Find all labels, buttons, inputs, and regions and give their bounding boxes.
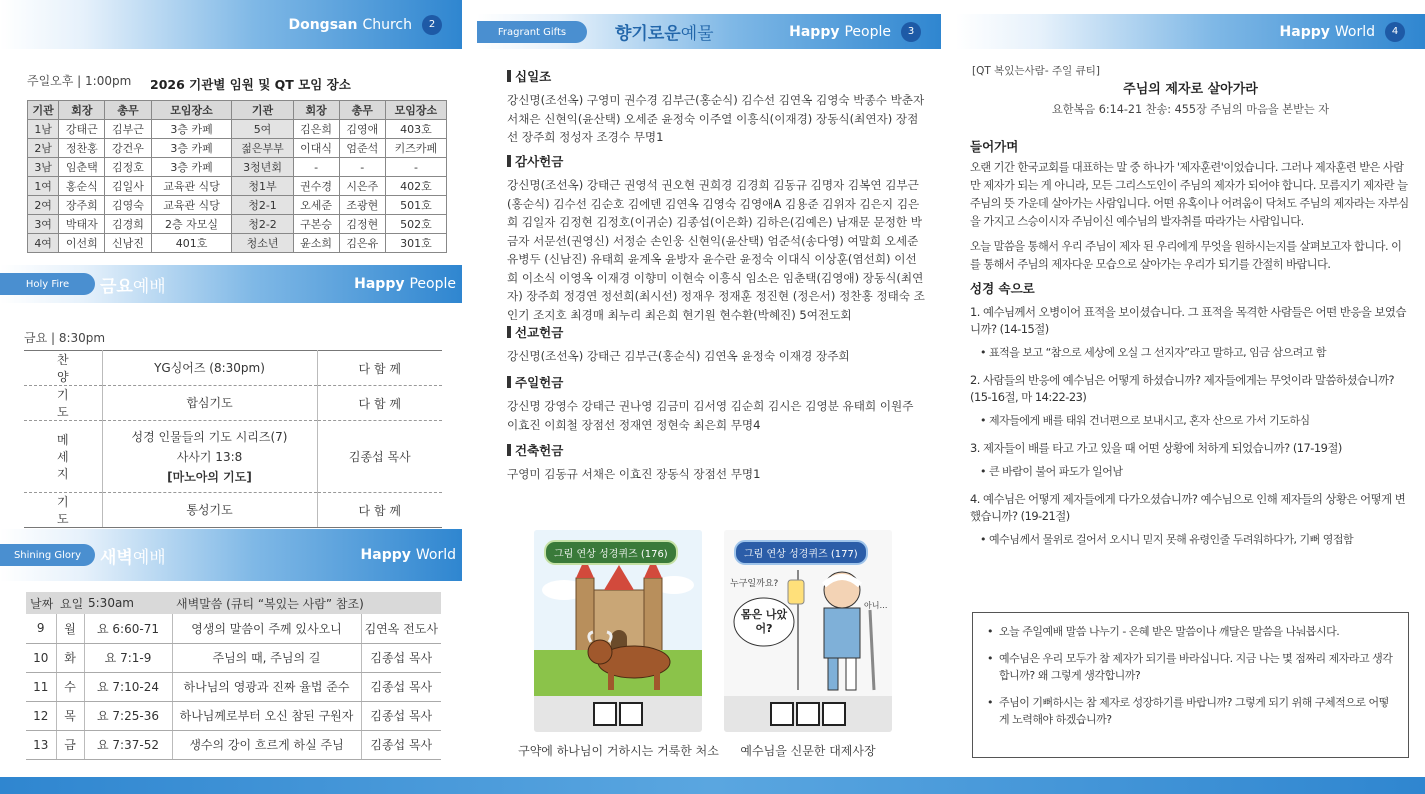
offering-title: 주일헌금 (507, 373, 927, 391)
table-cell: 김은유 (339, 234, 385, 253)
order-line: YG싱어즈 (8:30pm) (154, 361, 265, 375)
table-row (26, 730, 441, 759)
table-cell: 301호 (385, 234, 446, 253)
table-cell: 2남 (28, 139, 59, 158)
column-header: 모임장소 (385, 101, 446, 120)
table-cell: 3층 카페 (151, 120, 232, 139)
friday-title-bold: 금요 (100, 276, 133, 297)
quiz-badge: 그림 연상 성경퀴즈 (176) (544, 540, 678, 565)
share-question: • 예수님은 우리 모두가 참 제자가 되기를 바라십니다. 지금 나는 몇 점짜리 제자라고 생각합니까? 왜 그렇게 생각합니까? (987, 650, 1394, 684)
table-row (26, 672, 441, 701)
offering-title: 십일조 (507, 67, 927, 85)
table-cell: 홍순식 (59, 177, 105, 196)
table-cell: 김정호 (105, 158, 151, 177)
page-number: 4 (1385, 22, 1405, 42)
brand-suffix: Church (362, 16, 412, 33)
order-leader: 다 함 께 (317, 493, 442, 528)
offering-building (507, 441, 927, 484)
friday-time: 금요 | 8:30pm (24, 331, 106, 345)
table-cell: 강건우 (105, 139, 151, 158)
order-content (102, 493, 317, 528)
header-right-bold: Happy (1279, 23, 1330, 40)
dawn-pill: Shining Glory (0, 544, 95, 566)
officers-time: 주일오후 | 1:00pm (27, 74, 132, 88)
qt-reference: 요한복음 6:14-21 찬송: 455장 주님의 마음을 본받는 자 (1051, 103, 1330, 116)
intro-paragraph: 오랜 기간 한국교회를 대표하는 말 중 하나가 '제자훈련'이었습니다. 그러나 제자훈련 받은 사람만 제자가 되는 게 아니라, 모든 그리스도인이 주님의 제자가 되어야 합니다. 모름지기 제자란 늘 주님의 뜻 가운데 살아가는 사람입니다. 어떤 유혹이나 어려움이 닥쳐도 주님의 제자라는 자부심을 가지고 스승이시자 주님이신 예수님의 발자취를 따라가는 사람입니다. (970, 161, 1409, 228)
answer-box[interactable] (770, 702, 794, 726)
share-question: • 주님이 기뻐하시는 참 제자로 성장하기를 바랍니까? 그렇게 되기 위해 구체적으로 어떻게 노력해야 하겠습니까? (987, 694, 1394, 728)
table-cell: 김종섭 목사 (361, 701, 441, 730)
footer-bar (0, 777, 1425, 794)
qt-title: 주님의 제자로 살아가라 (1123, 82, 1258, 97)
table-cell: 박태자 (59, 215, 105, 234)
offering-title: 선교헌금 (507, 323, 927, 341)
table-cell: 강태근 (59, 120, 105, 139)
table-cell: 장주희 (59, 196, 105, 215)
table-cell: 13 (26, 730, 56, 759)
answer-box[interactable] (822, 702, 846, 726)
table-cell: 3층 카페 (151, 139, 232, 158)
answer-box[interactable] (593, 702, 617, 726)
inside-title: 성경 속으로 (970, 281, 1035, 296)
table-cell: 10 (26, 643, 56, 672)
order-line: 성경 인물들의 기도 시리즈(7) (131, 429, 288, 444)
table-cell: 화 (56, 643, 84, 672)
table-row (26, 643, 441, 672)
gifts-pill: Fragrant Gifts (477, 21, 587, 43)
table-cell: 요 6:60-71 (84, 614, 172, 643)
page-header (477, 14, 941, 49)
dawn-title-bold: 새벽 (100, 547, 133, 568)
question-item (970, 304, 1410, 360)
offering-title: 건축헌금 (507, 441, 927, 459)
table-cell: 김부근 (105, 120, 151, 139)
table-cell: 오세준 (293, 196, 339, 215)
table-cell: 김영애 (339, 120, 385, 139)
table-cell: 청1부 (232, 177, 293, 196)
quiz-card-highpriest (724, 530, 892, 732)
friday-title-rest: 예배 (132, 276, 166, 297)
dawn-right-bold: Happy (360, 547, 411, 563)
table-cell: 엄준석 (339, 139, 385, 158)
table-cell: 신남진 (105, 234, 151, 253)
table-cell: 요 7:37-52 (84, 730, 172, 759)
table-cell: 김종섭 목사 (361, 730, 441, 759)
table-cell: 요 7:1-9 (84, 643, 172, 672)
table-cell: 청2-1 (232, 196, 293, 215)
share-question: • 오늘 주일예배 말씀 나누기 - 은혜 받은 말씀이나 깨달은 말씀을 나눠봅시다. (987, 623, 1394, 640)
officers-title: 2026 기관별 임원 및 QT 모임 장소 (150, 77, 351, 92)
order-row (24, 386, 442, 421)
officers-table (27, 100, 447, 253)
table-cell: 젊은부부 (232, 139, 293, 158)
table-cell: 김은희 (293, 120, 339, 139)
table-cell: 402호 (385, 177, 446, 196)
order-label: 기도 (24, 493, 102, 528)
order-label: 기도 (24, 386, 102, 421)
column-header: 총무 (105, 101, 151, 120)
table-cell: 2층 자모실 (151, 215, 232, 234)
answer-text: • 큰 바람이 불어 파도가 일어남 (980, 465, 1123, 478)
table-cell: 주님의 때, 주님의 길 (172, 643, 361, 672)
friday-order-table (24, 350, 442, 528)
table-cell: 금 (56, 730, 84, 759)
table-cell: 501호 (385, 196, 446, 215)
table-cell: 수 (56, 672, 84, 701)
question-item (970, 491, 1410, 547)
dawn-schedule-table (26, 592, 441, 760)
dawn-header (0, 529, 462, 581)
table-cell: 시은주 (339, 177, 385, 196)
table-cell: 목 (56, 701, 84, 730)
table-row (26, 701, 441, 730)
question-item (970, 372, 1410, 428)
offering-names: 구영미 김동규 서채은 이효진 장동식 장점선 무명1 (507, 467, 761, 481)
column-header: 총무 (339, 101, 385, 120)
order-line: 사사기 13:8 (176, 449, 243, 464)
column-header: 기관 (232, 101, 293, 120)
page-header (956, 14, 1425, 49)
page-number: 2 (422, 15, 442, 35)
table-cell: 윤소희 (293, 234, 339, 253)
question-text: 2. 사람들의 반응에 예수님은 어떻게 하셨습니까? 제자들에게는 무엇이라 말씀하셨습니까? (15-16절, 마 14:22-23) (970, 373, 1395, 404)
table-cell: 1여 (28, 177, 59, 196)
table-row (28, 196, 447, 215)
quiz-badge: 그림 연상 성경퀴즈 (177) (734, 540, 868, 565)
table-cell: 502호 (385, 215, 446, 234)
order-row (24, 421, 442, 493)
dawn-right-rest: World (415, 547, 456, 563)
table-cell: 김경희 (105, 215, 151, 234)
table-cell: 9 (26, 614, 56, 643)
table-cell: 요 7:25-36 (84, 701, 172, 730)
question-item (970, 440, 1410, 479)
offering-names: 강신명(조선옥) 구영미 권수경 김부근(홍순식) 김수선 김연옥 김영숙 박종수 박춘자 서채은 신현익(윤산택) 오세준 윤정숙 이주열 이흥식(이재경) 장동식(최연자) 장점선 장주희 정성자 조경수 무명1 (507, 93, 925, 144)
share-box (972, 612, 1409, 758)
table-cell: 생수의 강이 흐르게 하실 주님 (172, 730, 361, 759)
column-header: 모임장소 (151, 101, 232, 120)
answer-text: • 예수님께서 물위로 걸어서 오시니 믿지 못해 유령인줄 두려워하다가, 기뻐 영접함 (980, 533, 1354, 546)
header-right-rest: World (1334, 23, 1375, 40)
order-row (24, 351, 442, 386)
table-row (26, 614, 441, 643)
col-time: 5:30am (84, 592, 172, 614)
table-cell: 3여 (28, 215, 59, 234)
table-cell: 김일사 (105, 177, 151, 196)
table-cell: 교육관 식당 (151, 196, 232, 215)
offering-thanks (507, 152, 927, 324)
table-row (28, 234, 447, 253)
order-line: 합심기도 (186, 396, 233, 410)
offering-sunday (507, 373, 927, 434)
table-cell: - (293, 158, 339, 177)
table-cell: 1남 (28, 120, 59, 139)
column-header: 회장 (293, 101, 339, 120)
answer-box[interactable] (796, 702, 820, 726)
quiz-prompt: 누구일까요? (730, 579, 779, 589)
order-label: 찬양 (24, 351, 102, 386)
question-list (970, 304, 1410, 559)
table-cell: 권수경 (293, 177, 339, 196)
dawn-title-rest: 예배 (132, 547, 166, 568)
side-text: 아니… (864, 601, 888, 610)
table-row (28, 215, 447, 234)
answer-text: • 제자들에게 배를 태워 건너편으로 보내시고, 혼자 산으로 가서 기도하심 (980, 414, 1310, 427)
order-leader: 김종섭 목사 (317, 421, 442, 493)
table-cell: 이선희 (59, 234, 105, 253)
offering-names: 강신명(조선옥) 강태근 권영석 권오현 권희경 김경희 김동규 김명자 김복연 김부근 (홍순식) 김수선 김순호 김에덴 김연옥 김영숙 김영애A 김용준 김위자 김은지 김은희 김일자 김정현 김정호(이귀순) 김종섭(이은화) 김하은(김예은) 남재문 문정한 박금자 서문선(권영신) 서정순 손인웅 신현익(윤산택) 엄준석(송다영) 여말희 오세준 유병두 (신남진) 유태희 윤계옥 윤방자 윤수란 윤정숙 이대식 이상훈(염선희) 이선희 이소식 이영옥 이재경 이향미 이현숙 이흥식 임소은 임춘택(김영애) 장동식(최연자) 장주희 정경연 정선희(최시선) 정재우 정재훈 정진현 (정은서) 정찬홍 정태숙 조인기 조지호 최경매 최누리 최은희 현기원 현수환(박혜진) 5여전도회 (507, 178, 925, 322)
brand-name: Dongsan (288, 16, 358, 33)
qt-title-block (956, 78, 1425, 117)
table-row (28, 139, 447, 158)
table-cell: 김정현 (339, 215, 385, 234)
table-cell: 12 (26, 701, 56, 730)
answer-boxes (724, 696, 892, 732)
order-leader: 다 함 께 (317, 351, 442, 386)
table-cell: 5여 (232, 120, 293, 139)
page-header (0, 0, 462, 49)
table-row (28, 120, 447, 139)
order-line: [마노아의 기도] (167, 469, 252, 484)
header-right-bold: Happy (789, 23, 840, 40)
table-cell: 이대식 (293, 139, 339, 158)
page-number: 3 (901, 22, 921, 42)
offering-mission (507, 323, 927, 366)
page-2 (0, 0, 462, 794)
quiz-caption: 구약에 하나님이 거하시는 거룩한 처소 (518, 744, 719, 758)
intro-paragraph: 오늘 말씀을 통해서 우리 주님이 제자 된 우리에게 무엇을 원하시는지를 살펴보고자 합니다. 이를 통해서 주님의 제자다운 모습으로 살아가는 우리가 되기를 간절히 바랍니다. (970, 240, 1402, 271)
friday-right-bold: Happy (354, 276, 405, 292)
table-cell: 구본승 (293, 215, 339, 234)
answer-text: • 표적을 보고 “참으로 세상에 오실 그 선지자”라고 말하고, 임금 삼으려고 함 (980, 346, 1326, 359)
intro-title: 들어가며 (970, 139, 1019, 154)
table-cell: 영생의 말씀이 주께 있사오니 (172, 614, 361, 643)
col-sermon: 새벽말씀 (큐티 “복있는 사람” 참조) (172, 592, 441, 614)
answer-box[interactable] (619, 702, 643, 726)
gifts-title-bold: 향기로운 (615, 24, 681, 44)
table-cell: 401호 (151, 234, 232, 253)
table-cell: - (339, 158, 385, 177)
page-3 (477, 0, 941, 794)
question-text: 3. 제자들이 배를 타고 가고 있을 때 어떤 상황에 처하게 되었습니까? (17-19절) (970, 441, 1342, 455)
offering-names: 강신명(조선옥) 강태근 김부근(홍순식) 김연옥 윤정숙 이재경 장주희 (507, 349, 850, 363)
order-label: 메세지 (24, 421, 102, 493)
offering-title: 감사헌금 (507, 152, 927, 170)
order-content (102, 386, 317, 421)
page-4 (956, 0, 1425, 794)
question-text: 4. 예수님은 어떻게 제자들에게 다가오셨습니까? 예수님으로 인해 제자들의 상황은 어떻게 변했습니까? (19-21절) (970, 492, 1406, 523)
question-text: 1. 예수님께서 오병이어 표적을 보이셨습니다. 그 표적을 목격한 사람들은 어떤 반응을 보였습니까? (14-15절) (970, 305, 1406, 336)
table-row (28, 158, 447, 177)
table-cell: 김영숙 (105, 196, 151, 215)
table-cell: 2여 (28, 196, 59, 215)
quiz-caption: 예수님을 신문한 대제사장 (740, 744, 876, 758)
table-cell: 3청년회 (232, 158, 293, 177)
answer-boxes (534, 696, 702, 732)
order-row (24, 493, 442, 528)
header-right-rest: People (844, 23, 891, 40)
table-cell: 하나님께로부터 오신 참된 구원자 (172, 701, 361, 730)
table-cell: 요 7:10-24 (84, 672, 172, 701)
table-cell: 임춘택 (59, 158, 105, 177)
col-day: 요일 (56, 592, 84, 614)
table-cell: 11 (26, 672, 56, 701)
offering-tithe (507, 67, 927, 147)
intro-text (970, 159, 1410, 274)
order-line: 통성기도 (186, 503, 233, 517)
table-cell: 청2-2 (232, 215, 293, 234)
friday-right-rest: People (409, 276, 456, 292)
table-cell: 김종섭 목사 (361, 672, 441, 701)
table-cell: 조광현 (339, 196, 385, 215)
table-cell: 3남 (28, 158, 59, 177)
table-cell: 김종섭 목사 (361, 643, 441, 672)
friday-header (0, 265, 462, 303)
quiz-card-tabernacle (534, 530, 702, 732)
speech-bubble: 몸은 나았어? (740, 608, 788, 635)
order-content (102, 351, 317, 386)
table-cell: 정찬홍 (59, 139, 105, 158)
column-header: 기관 (28, 101, 59, 120)
offering-names: 강신명 강영수 강태근 권나영 김금미 김서영 김순희 김시은 김영분 유태희 이원주 이효진 이희철 장점선 정재연 정현숙 최은희 무명4 (507, 399, 914, 432)
table-cell: 월 (56, 614, 84, 643)
column-header: 회장 (59, 101, 105, 120)
table-cell: 하나님의 영광과 진짜 율법 준수 (172, 672, 361, 701)
table-cell: 403호 (385, 120, 446, 139)
friday-pill: Holy Fire (0, 273, 95, 295)
gifts-title-rest: 예물 (680, 24, 714, 44)
table-cell: 교육관 식당 (151, 177, 232, 196)
col-date: 날짜 (26, 592, 56, 614)
table-row (28, 177, 447, 196)
table-cell: - (385, 158, 446, 177)
table-cell: 4여 (28, 234, 59, 253)
table-cell: 김연옥 전도사 (361, 614, 441, 643)
table-cell: 3층 카페 (151, 158, 232, 177)
table-cell: 청소년 (232, 234, 293, 253)
table-cell: 키즈카페 (385, 139, 446, 158)
qt-source: [QT 복있는사람- 주일 큐티] (972, 65, 1100, 77)
order-leader: 다 함 께 (317, 386, 442, 421)
order-content (102, 421, 317, 493)
